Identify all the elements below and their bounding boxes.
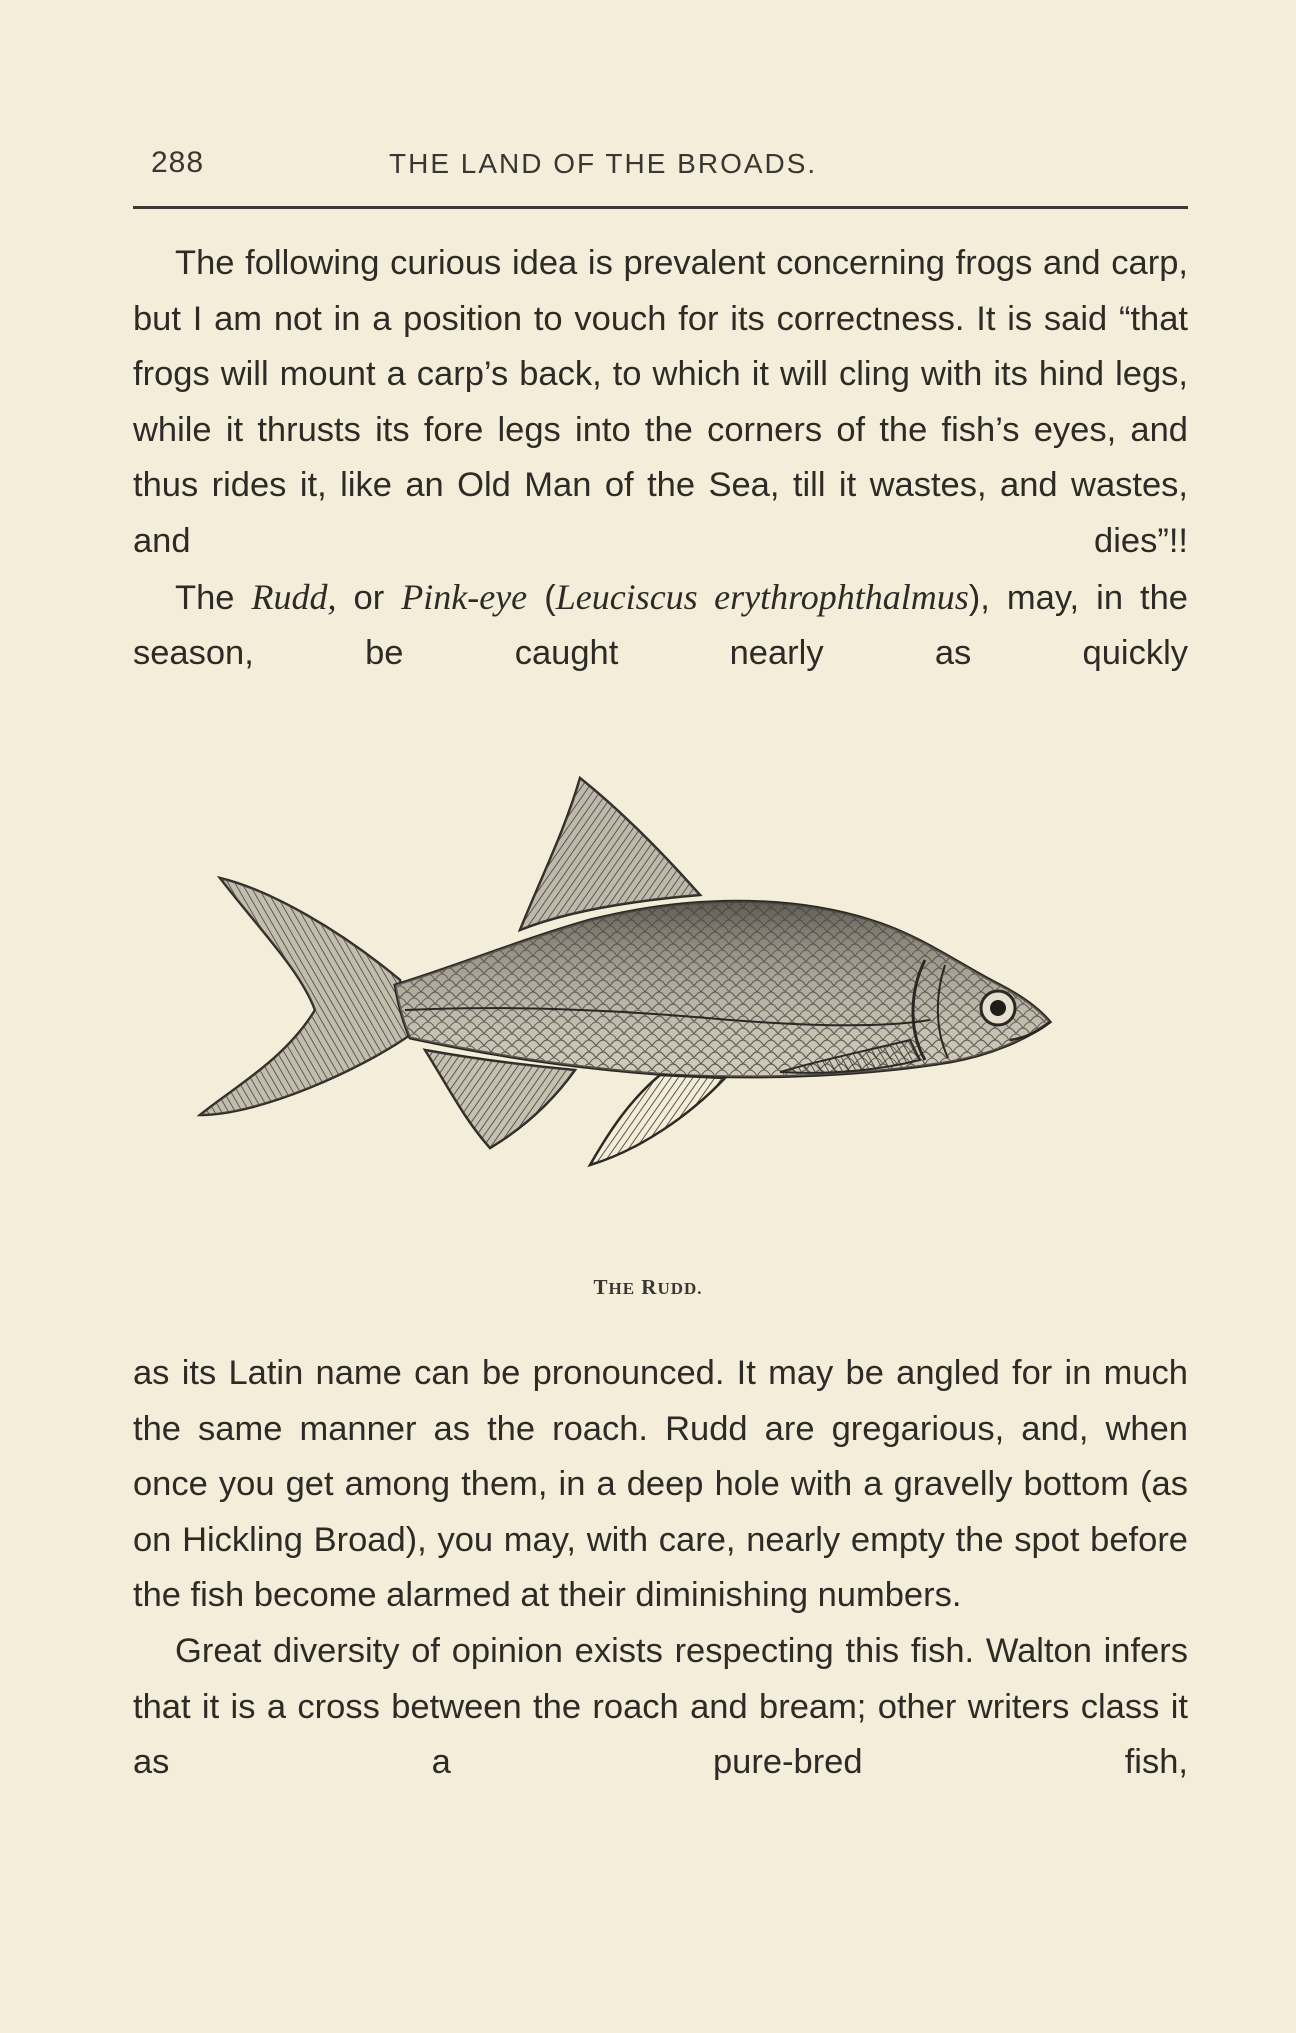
rudd-or: or (336, 578, 402, 617)
paragraph-rudd-intro (133, 570, 1188, 682)
caption-udd: UDD. (657, 1279, 703, 1298)
paragraph-latin-name: as its Latin name can be pronounced. It may be angled for in much the same manner as the roach. Rudd are gregarious, and, when once you get among them, in a deep hole with a gravelly bottom (as on Hickling Broad), you may, with care, nearly empty the spot before the fish become alarmed at their diminishing numbers. (133, 1354, 1188, 1615)
latin-name: Leuciscus erythrophthalmus (555, 576, 969, 617)
rudd-name: Rudd, (251, 576, 337, 617)
caption-initial-r: R (641, 1275, 658, 1299)
running-title: THE LAND OF THE BROADS. (389, 148, 818, 179)
paragraph-diversity-of-opinion: Great diversity of opinion exists respecting this fish. Walton infers that it is a cross between the roach and bream; other writers class it as a pure-bred fish, (133, 1631, 1188, 1782)
pelvic-fin (590, 1075, 725, 1165)
rudd-tail: ), may, in the season, be caught nearly as quickly (133, 578, 1188, 673)
caption-he: HE (608, 1279, 636, 1298)
figure-caption (0, 1275, 1296, 1300)
paragraph-frogs-and-carp: The following curious idea is prevalent concerning frogs and carp, but I am not in a position to vouch for its correctness. It is said “that frogs will mount a carp’s back, to which it will cling with its hind legs, while it thrusts its fore legs into the corners of the fish’s eyes, and thus rides it, like an Old Man of the Sea, till it wastes, and wastes, and dies”!! (133, 244, 1188, 560)
rudd-engraving (190, 770, 1130, 1240)
paren-open: ( (527, 578, 556, 617)
page-number: 288 (151, 146, 205, 179)
tail-fin (200, 878, 410, 1115)
fish-body (395, 901, 1050, 1077)
text-block-top (133, 236, 1188, 682)
caption-initial-t: T (593, 1275, 609, 1299)
text-block-bottom (133, 1346, 1188, 1791)
header-rule (133, 206, 1188, 209)
rudd-lead: The (175, 578, 252, 617)
anal-fin (425, 1050, 575, 1148)
pink-eye-name: Pink-eye (401, 576, 528, 617)
page-header (133, 146, 1188, 190)
